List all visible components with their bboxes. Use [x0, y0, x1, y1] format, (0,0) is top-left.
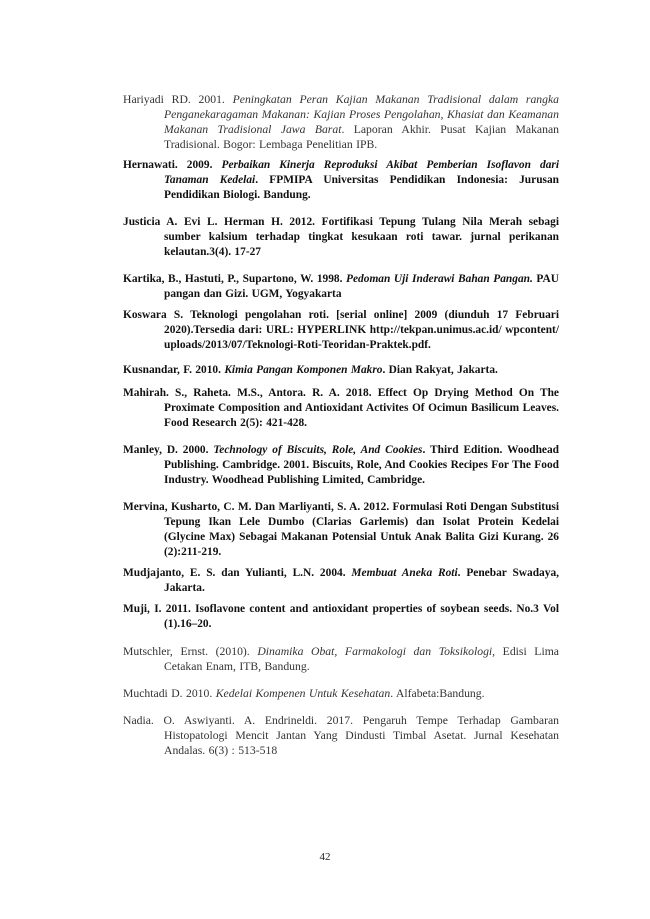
reference-entry	[123, 644, 559, 674]
reference-author: Manley, D. 2000.	[123, 444, 214, 456]
reference-title: Kedelai Kompenen Untuk Kesehatan	[215, 687, 391, 700]
reference-author: Koswara S. Teknologi pengolahan roti. [serial online] 2009 (diunduh 17 Februari 2020).Tersedia dari: URL: HYPERLINK http://tekpan.unimus.ac.id/ wpcontent/ uploads/2013/07/Teknologi-Roti-Teoridan-Praktek.pdf.	[123, 309, 559, 351]
reference-author: Justicia A. Evi L. Herman H. 2012. Fortifikasi Tepung Tulang Nila Merah sebagi sumber kalsium terhadap tingkat kesukaan roti tawar. jurnal perikanan kelautan.3(4). 17-27	[123, 216, 559, 258]
reference-entry	[123, 602, 559, 632]
reference-entry	[123, 443, 559, 488]
reference-title: Technology of Biscuits, Role, And Cookies	[213, 444, 423, 456]
reference-title: Membuat Aneka Roti	[351, 567, 458, 579]
reference-author: Hernawati. 2009.	[123, 159, 222, 171]
reference-details: . Dian Rakyat, Jakarta.	[382, 364, 498, 376]
reference-author: Kartika, B., Hastuti, P., Supartono, W. 1998.	[123, 273, 347, 285]
reference-title: Pedoman Uji Inderawi Bahan Pangan.	[346, 273, 533, 285]
reference-entry	[123, 566, 559, 596]
reference-entry	[123, 272, 559, 302]
reference-details: Edisi Lima Cetakan Enam, ITB, Bandung.	[164, 645, 559, 673]
reference-list	[123, 92, 559, 758]
reference-author: Nadia. O. Aswiyanti. A. Endrineldi. 2017. Pengaruh Tempe Terhadap Gambaran Histopatologi Mencit Jantan Yang Dindusti Timbal Asetat. Jurnal Kesehatan Andalas. 6(3) : 513-518	[123, 714, 559, 757]
reference-entry	[123, 92, 559, 152]
reference-details: . Penebar Swadaya, Jakarta.	[164, 567, 559, 594]
reference-author: Muchtadi D. 2010.	[123, 687, 216, 700]
reference-entry	[123, 308, 559, 353]
reference-author: Mutschler, Ernst. (2010).	[123, 645, 258, 658]
reference-title: Peningkatan Peran Kajian Makanan Tradisional dalam rangka Penganekaragaman Makanan: Kajian Proses Pengolahan, Khasiat dan Keamanan Makanan Tradisional Jawa Barat	[164, 93, 560, 136]
reference-entry	[123, 215, 559, 260]
reference-details: . Laporan Akhir. Pusat Kajian Makanan Tradisional. Bogor: Lembaga Penelitian IPB.	[164, 123, 559, 151]
reference-entry	[123, 386, 559, 431]
reference-entry	[123, 686, 559, 701]
reference-details: . Third Edition. Woodhead Publishing. Cambridge. 2001. Biscuits, Role, And Cookies Recipes For The Food Industry. Woodhead Publishing Limited, Cambridge.	[164, 444, 559, 486]
reference-author: Mervina, Kusharto, C. M. Dan Marliyanti, S. A. 2012. Formulasi Roti Dengan Substitusi Tepung Ikan Lele Dumbo (Clarias Garlemis) dan Isolat Protein Kedelai (Glycine Max) Sebagai Makanan Potensial Untuk Anak Balita Gizi Kurang. 26 (2):211-219.	[123, 501, 559, 558]
reference-title: Kimia Pangan Komponen Makro	[224, 364, 383, 376]
page-number: 42	[319, 851, 331, 863]
reference-entry	[123, 713, 559, 758]
reference-entry	[123, 158, 559, 203]
reference-author: Muji, I. 2011. Isoflavone content and antioxidant properties of soybean seeds. No.3 Vol (1).16–20.	[123, 603, 559, 630]
reference-details: . FPMIPA Universitas Pendidikan Indonesia: Jurusan Pendidikan Biologi. Bandung.	[164, 174, 559, 201]
reference-details: PAU pangan dan Gizi. UGM, Yogyakarta	[164, 273, 559, 300]
reference-entry	[123, 363, 559, 378]
reference-author: Mahirah. S., Raheta. M.S., Antora. R. A. 2018. Effect Op Drying Method On The Proximate Composition and Antioxidant Activites Of Ocimun Basilicum Leaves. Food Research 2(5): 421-428.	[123, 387, 559, 429]
reference-title: Dinamika Obat, Farmakologi dan Toksikologi,	[257, 645, 496, 658]
reference-author: Hariyadi RD. 2001.	[123, 93, 233, 106]
reference-details: . Alfabeta:Bandung.	[390, 687, 485, 700]
reference-author: Mudjajanto, E. S. dan Yulianti, L.N. 2004.	[123, 567, 352, 579]
reference-entry	[123, 500, 559, 560]
reference-author: Kusnandar, F. 2010.	[123, 364, 225, 376]
reference-title: Perbaikan Kinerja Reproduksi Akibat Pemberian Isoflavon dari Tanaman Kedelai	[164, 159, 559, 186]
